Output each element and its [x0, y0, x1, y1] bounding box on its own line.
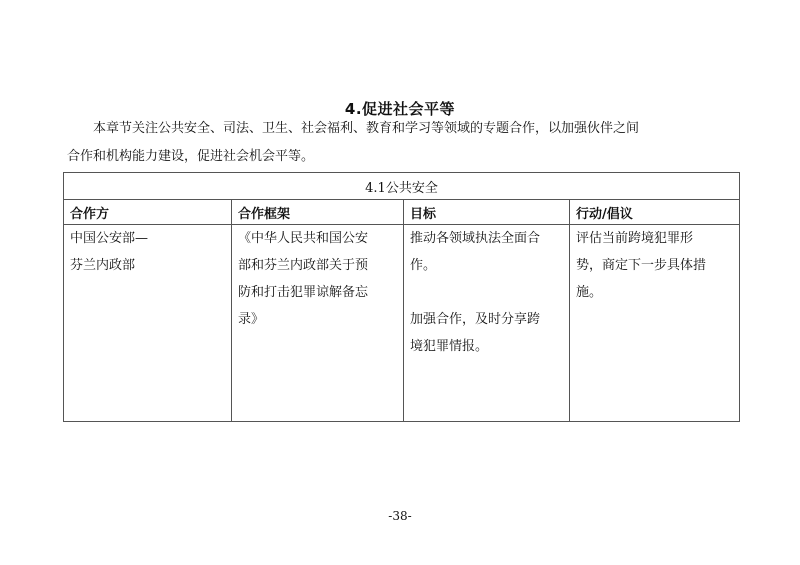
framework-line-4: 录》 — [238, 312, 265, 327]
intro-paragraph — [67, 115, 739, 171]
framework-line-1: 《中华人民共和国公安 — [238, 231, 369, 246]
cell-goals — [404, 225, 570, 422]
goal-b-line-2: 境犯罪情报。 — [410, 339, 489, 354]
header-goals: 目标 — [404, 200, 570, 225]
page-number: -38- — [388, 509, 412, 523]
intro-line-1: 本章节关注公共安全、司法、卫生、社会福利、教育和学习等领域的专题合作，以加强伙伴之间 — [93, 121, 640, 136]
partner-line-2: 芬兰内政部 — [70, 258, 136, 273]
partner-line-1: 中国公安部— — [70, 231, 149, 246]
goal-b-line-1: 加强合作，及时分享跨 — [410, 312, 541, 327]
action-line-2: 势，商定下一步具体措 — [576, 258, 707, 273]
goal-a-line-2: 作。 — [410, 258, 437, 273]
framework-line-2: 部和芬兰内政部关于预 — [238, 258, 369, 273]
table-row — [64, 225, 740, 422]
header-actions: 行动/倡议 — [570, 200, 740, 225]
header-framework: 合作框架 — [232, 200, 404, 225]
goal-a-line-1: 推动各领域执法全面合 — [410, 231, 541, 246]
goal-spacer — [410, 279, 563, 306]
cell-partner — [64, 225, 232, 422]
cell-actions — [570, 225, 740, 422]
cell-framework — [232, 225, 404, 422]
table-header-row — [64, 200, 740, 225]
section-title: 4.促进社会平等 — [344, 100, 456, 119]
table-caption: 4.1公共安全 — [64, 173, 740, 200]
table-caption-row — [64, 173, 740, 200]
framework-line-3: 防和打击犯罪谅解备忘 — [238, 285, 369, 300]
intro-line-2: 合作和机构能力建设，促进社会机会平等。 — [67, 149, 315, 164]
header-partner: 合作方 — [64, 200, 232, 225]
action-line-3: 施。 — [576, 285, 603, 300]
cooperation-table — [63, 172, 740, 422]
action-line-1: 评估当前跨境犯罪形 — [576, 231, 694, 246]
